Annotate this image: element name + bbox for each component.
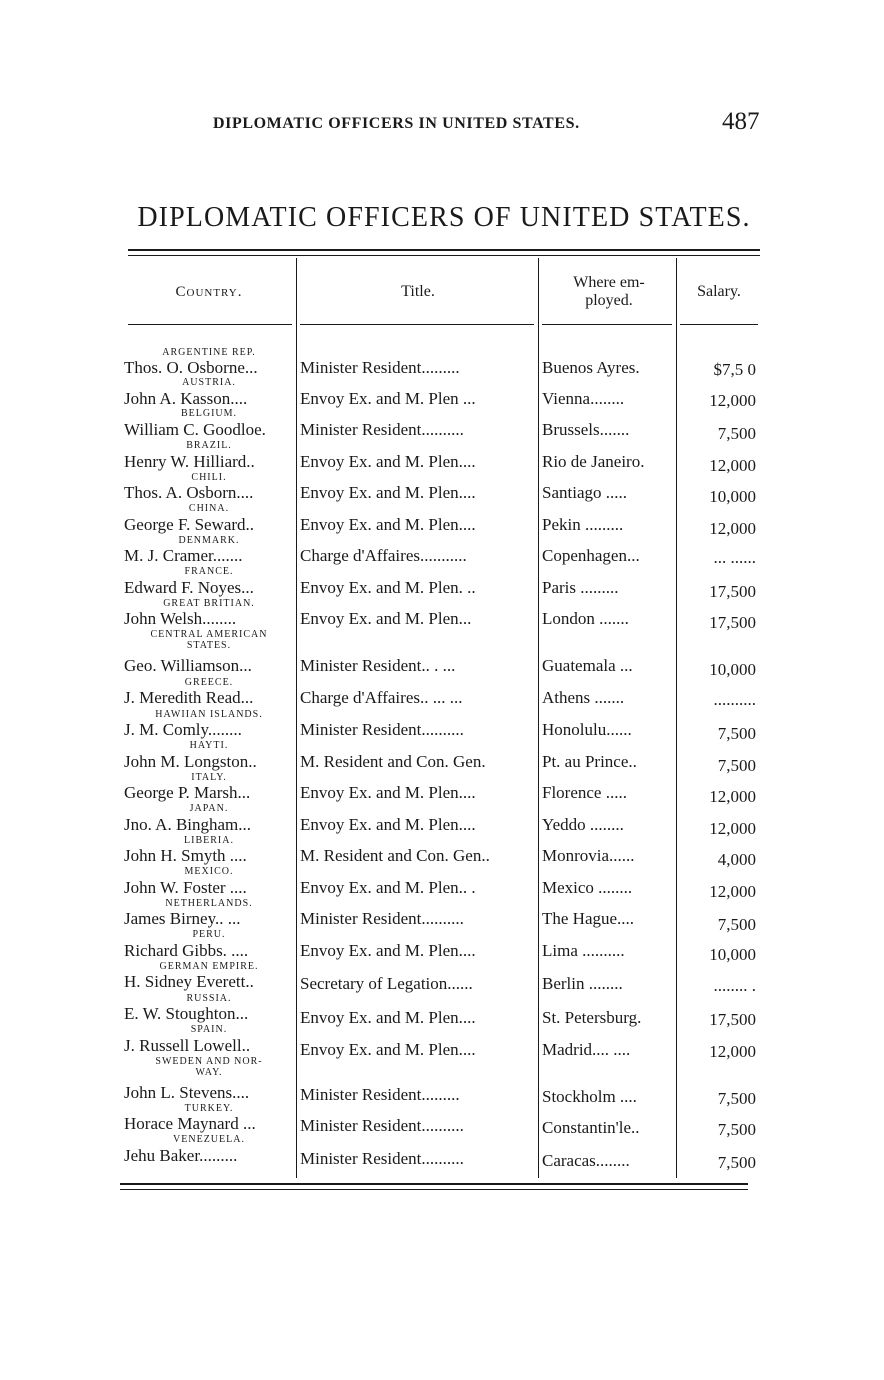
salary-value: 12,000 — [709, 391, 756, 410]
officer-title: Charge d'Affaires.. ... ... — [300, 688, 463, 707]
post-location: Berlin ........ — [542, 974, 623, 993]
salary-value: 7,500 — [717, 724, 756, 743]
country-label: BELGIUM. — [180, 408, 238, 419]
country-label: MEXICO. — [184, 866, 234, 877]
country-label: RUSSIA. — [186, 993, 232, 1004]
officer-title: Envoy Ex. and M. Plen. .. — [300, 578, 476, 597]
running-head — [0, 108, 884, 142]
post-location: Mexico ........ — [542, 878, 633, 897]
post-location: The Hague.... — [542, 909, 635, 928]
salary-value: 12,000 — [709, 456, 756, 475]
officer-name: George P. Marsh... — [124, 783, 251, 802]
salary-value: 12,000 — [709, 1042, 756, 1061]
officer-name: John H. Smyth .... — [124, 846, 247, 865]
officer-title: Minister Resident.......... — [300, 720, 464, 739]
post-location: Florence ..... — [542, 783, 627, 802]
country-label: PERU. — [192, 929, 226, 940]
post-location: Guatemala ... — [542, 656, 633, 675]
post-location: Monrovia...... — [542, 846, 635, 865]
column-divider-2 — [538, 258, 539, 1178]
officer-name: Edward F. Noyes... — [124, 578, 254, 597]
header-rule-employed — [542, 324, 672, 325]
column-header-title: Title. — [401, 283, 435, 300]
country-label: LIBERIA. — [184, 835, 234, 846]
country-label: ARGENTINE REP. — [162, 347, 256, 358]
running-title: DIPLOMATIC OFFICERS IN UNITED STATES. — [213, 115, 580, 132]
post-location: Yeddo ........ — [542, 815, 624, 834]
salary-value: .......... — [713, 690, 756, 709]
salary-value: 7,500 — [717, 1089, 756, 1108]
post-location: Pt. au Prince.. — [542, 752, 637, 771]
page-title: DIPLOMATIC OFFICERS OF UNITED STATES. — [137, 202, 751, 233]
post-location: Pekin ......... — [542, 515, 624, 534]
officer-title: Envoy Ex. and M. Plen.... — [300, 1040, 476, 1059]
officer-name: Thos. O. Osborne... — [124, 358, 258, 377]
column-header-salary: Salary. — [697, 283, 741, 300]
officer-title: Charge d'Affaires........... — [300, 546, 467, 565]
post-location: Honolulu...... — [542, 720, 632, 739]
column-header-where-employed: Where em- ployed. — [573, 274, 645, 309]
salary-value: 7,500 — [717, 756, 756, 775]
country-label: HAWIIAN ISLANDS. — [155, 709, 263, 720]
salary-value: 7,500 — [717, 915, 756, 934]
salary-value: 17,500 — [709, 613, 756, 632]
country-label: DENMARK. — [178, 535, 240, 546]
post-location: Buenos Ayres. — [542, 358, 640, 377]
column-divider-3 — [676, 258, 677, 1178]
country-label: FRANCE. — [184, 566, 234, 577]
officer-title: Envoy Ex. and M. Plen ... — [300, 389, 476, 408]
officer-title: Envoy Ex. and M. Plen.... — [300, 783, 476, 802]
officer-name: John A. Kasson.... — [124, 389, 248, 408]
salary-value: 10,000 — [709, 945, 756, 964]
officer-name: H. Sidney Everett.. — [124, 972, 254, 991]
country-label: GREAT BRITIAN. — [163, 598, 255, 609]
page-number: 487 — [722, 108, 760, 135]
officer-name: George F. Seward.. — [124, 515, 255, 534]
country-label: SPAIN. — [190, 1024, 228, 1035]
post-location: Santiago ..... — [542, 483, 627, 502]
country-label: JAPAN. — [189, 803, 229, 814]
officer-name: Horace Maynard ... — [124, 1114, 256, 1133]
post-location: Madrid.... .... — [542, 1040, 631, 1059]
bottom-rule-thick — [120, 1183, 748, 1185]
salary-value: 17,500 — [709, 582, 756, 601]
salary-value: 10,000 — [709, 487, 756, 506]
officer-title: Minister Resident.......... — [300, 420, 464, 439]
officer-title: Envoy Ex. and M. Plen.... — [300, 1008, 476, 1027]
salary-value: 12,000 — [709, 882, 756, 901]
officer-title: Minister Resident......... — [300, 1085, 460, 1104]
salary-value: 10,000 — [709, 660, 756, 679]
officer-name: John M. Longston.. — [124, 752, 257, 771]
post-location: Stockholm .... — [542, 1087, 637, 1106]
officer-title: Minister Resident.. . ... — [300, 656, 456, 675]
officer-title: Envoy Ex. and M. Plen.... — [300, 941, 476, 960]
salary-value: 7,500 — [717, 1120, 756, 1139]
post-location: Lima .......... — [542, 941, 625, 960]
officer-name: J. Meredith Read... — [124, 688, 254, 707]
post-location: Paris ......... — [542, 578, 619, 597]
officer-title: Envoy Ex. and M. Plen.. . — [300, 878, 476, 897]
post-location: Athens ....... — [542, 688, 625, 707]
post-location: St. Petersburg. — [542, 1008, 642, 1027]
officer-name: M. J. Cramer....... — [124, 546, 243, 565]
officer-name: John W. Foster .... — [124, 878, 247, 897]
country-label: SWEDEN AND NOR- WAY. — [155, 1056, 263, 1078]
top-rule-thin — [128, 255, 760, 256]
salary-value: ........ . — [713, 976, 756, 995]
officer-name: John L. Stevens.... — [124, 1083, 250, 1102]
salary-value: 4,000 — [717, 850, 756, 869]
officer-name: John Welsh........ — [124, 609, 237, 628]
officer-title: M. Resident and Con. Gen.. — [300, 846, 490, 865]
officer-title: M. Resident and Con. Gen. — [300, 752, 486, 771]
country-label: GREECE. — [184, 677, 234, 688]
officer-title: Minister Resident.......... — [300, 1116, 464, 1135]
salary-value: 7,500 — [717, 424, 756, 443]
officer-name: Jno. A. Bingham... — [124, 815, 252, 834]
officer-name: J. M. Comly........ — [124, 720, 242, 739]
country-label: ITALY. — [191, 772, 227, 783]
officer-title: Envoy Ex. and M. Plen.... — [300, 483, 476, 502]
officer-name: Henry W. Hilliard.. — [124, 452, 255, 471]
salary-value: 12,000 — [709, 787, 756, 806]
post-location: Rio de Janeiro. — [542, 452, 645, 471]
officer-title: Minister Resident.......... — [300, 1149, 464, 1168]
salary-value: $7,5 0 — [713, 360, 756, 379]
country-label: AUSTRIA. — [182, 377, 236, 388]
officer-title: Minister Resident......... — [300, 358, 460, 377]
officer-title: Envoy Ex. and M. Plen.... — [300, 515, 476, 534]
post-location: Constantin'le.. — [542, 1118, 640, 1137]
officer-name: Thos. A. Osborn.... — [124, 483, 254, 502]
officer-title: Secretary of Legation...... — [300, 974, 473, 993]
top-rule-thick — [128, 249, 760, 251]
salary-value: 12,000 — [709, 819, 756, 838]
country-label: VENEZUELA. — [173, 1134, 245, 1145]
column-header-country: Country. — [175, 284, 243, 300]
post-location: Vienna........ — [542, 389, 625, 408]
salary-value: ... ...... — [713, 548, 756, 567]
officer-name: Jehu Baker......... — [124, 1146, 238, 1165]
salary-value: 17,500 — [709, 1010, 756, 1029]
post-location: London ....... — [542, 609, 629, 628]
country-label: CHINA. — [188, 503, 230, 514]
officer-name: James Birney.. ... — [124, 909, 241, 928]
header-rule-title — [300, 324, 534, 325]
officer-name: Geo. Williamson... — [124, 656, 252, 675]
country-label: CENTRAL AMERICAN STATES. — [150, 629, 268, 651]
column-divider-1 — [296, 258, 297, 1178]
post-location: Brussels....... — [542, 420, 630, 439]
post-location: Copenhagen... — [542, 546, 640, 565]
country-label: CHILI. — [191, 472, 227, 483]
header-rule-country — [128, 324, 292, 325]
bottom-rule-thin — [120, 1189, 748, 1190]
officer-name: Richard Gibbs. .... — [124, 941, 249, 960]
country-label: NETHERLANDS. — [165, 898, 253, 909]
country-label: BRAZIL. — [186, 440, 232, 451]
salary-value: 7,500 — [717, 1153, 756, 1172]
officer-name: J. Russell Lowell.. — [124, 1036, 251, 1055]
officer-title: Envoy Ex. and M. Plen.... — [300, 452, 476, 471]
post-location: Caracas........ — [542, 1151, 630, 1170]
officer-title: Minister Resident.......... — [300, 909, 464, 928]
officer-name: William C. Goodloe. — [124, 420, 266, 439]
officer-title: Envoy Ex. and M. Plen... — [300, 609, 472, 628]
officer-name: E. W. Stoughton... — [124, 1004, 249, 1023]
salary-value: 12,000 — [709, 519, 756, 538]
country-label: TURKEY. — [184, 1103, 234, 1114]
country-label: GERMAN EMPIRE. — [159, 961, 259, 972]
country-label: HAYTI. — [189, 740, 229, 751]
header-rule-salary — [680, 324, 758, 325]
officer-title: Envoy Ex. and M. Plen.... — [300, 815, 476, 834]
